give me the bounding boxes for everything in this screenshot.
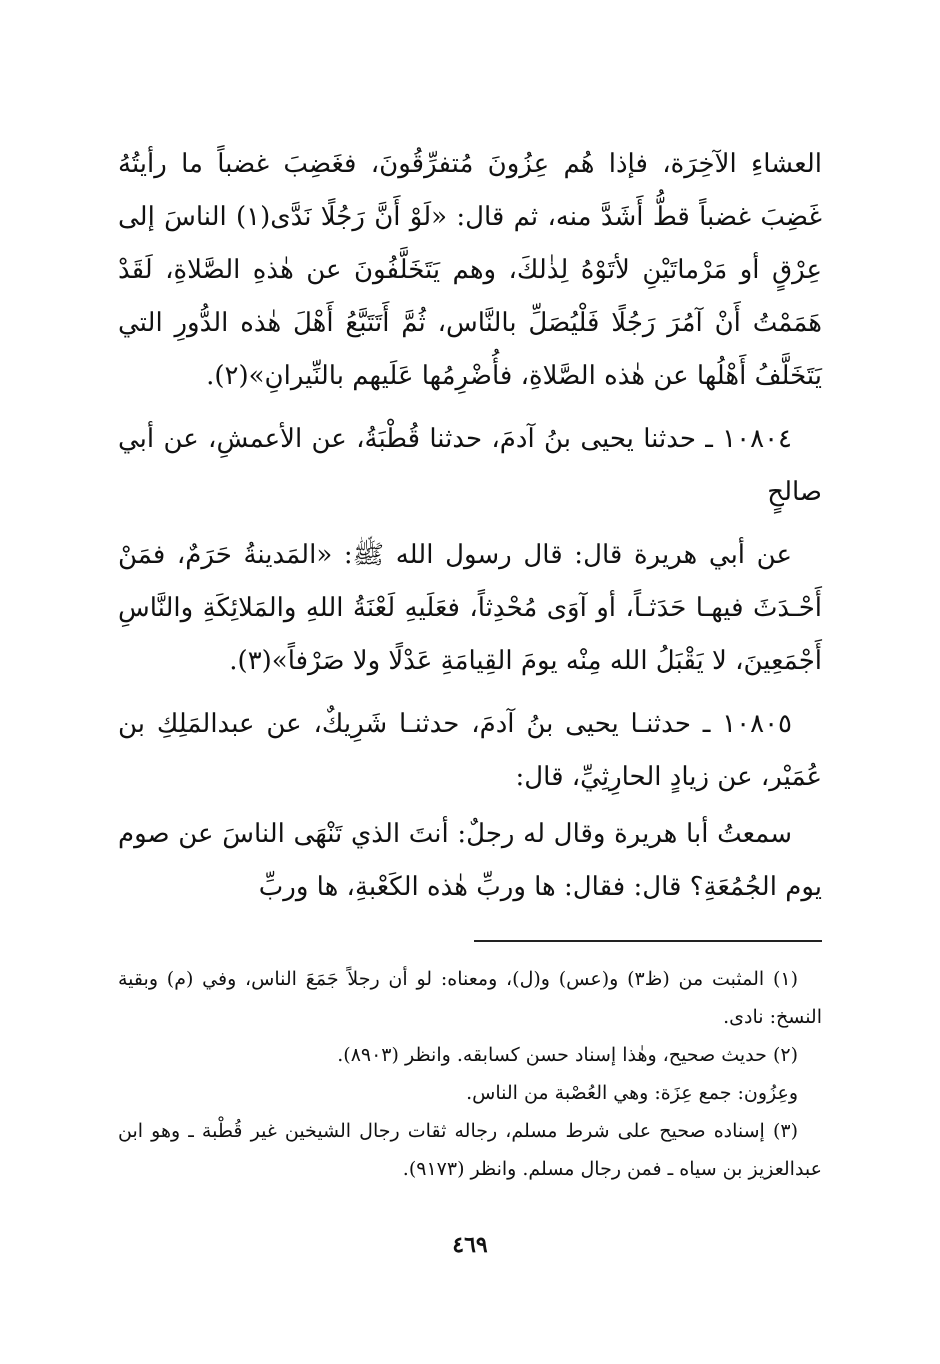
footnotes	[118, 960, 822, 1188]
page-number: ٤٦٩	[452, 1232, 488, 1258]
hadith-10805-isnad: ١٠٨٠٥ ـ حدثنـا يحيى بنُ آدمَ، حدثنـا شَرِيكٌ، عن عبدالمَلِكِ بن عُمَيْر، عن زيادٍ الحارِثِيِّ، قال:	[118, 709, 822, 792]
book-page	[118, 138, 822, 1188]
footnote-divider	[474, 940, 822, 942]
footnote-3: (٣) إسناده صحيح على شرط مسلم، رجاله ثقات رجال الشيخين غير قُطْبة ـ وهو ابن عبدالعزيز بن سياه ـ فمن رجال مسلم. وانظر (٩١٧٣).	[118, 1120, 822, 1180]
hadith-continuation-paragraph: العشاءِ الآخِرَة، فإذا هُم عِزُونَ مُتفرِّقُونَ، فغَضِبَ غضباً ما رأيتُهُ غَضِبَ غضباً قطُّ أَشَدَّ منه، ثم قال: «لَوْ أَنَّ رَجُلًا نَدَّى(١) الناسَ إلى عِرْقٍ أو مَرْماتَيْنِ لأتَوْهُ لِذٰلكَ، وهم يَتَخَلَّفُونَ عن هٰذهِ الصَّلاةِ، لَقَدْ هَمَمْتُ أَنْ آمُرَ رَجُلًا فَلْيُصَلِّ بالنَّاس، ثُمَّ أَتَتَبَّعُ أَهْلَ هٰذه الدُّورِ التي يَتَخَلَّفُ أَهْلُها عن هٰذه الصَّلاةِ، فأُضْرِمُها عَلَيهم بالنِّيرانِ»(٢).	[118, 149, 823, 391]
footnote-2: (٢) حديث صحيح، وهٰذا إسناد حسن كسابقه. وانظر (٨٩٠٣).	[337, 1044, 798, 1066]
main-text	[118, 138, 822, 914]
hadith-10804-isnad: ١٠٨٠٤ ـ حدثنا يحيى بنُ آدمَ، حدثنا قُطْبَةُ، عن الأعمشِ، عن أبي صالحٍ	[118, 424, 822, 507]
footnote-1: (١) المثبت من (ظ٣) و(عس) و(ل)، ومعناه: لو أن رجلاً جَمَعَ الناس، وفي (م) وبقية النسخ: نادى.	[118, 968, 822, 1028]
hadith-10805-matn: سمعتُ أبا هريرة وقال له رجلٌ: أنتَ الذي تَنْهَى الناسَ عن صوم يوم الجُمُعَةِ؟ قال: فقال: ها وربِّ هٰذه الكَعْبةِ، ها وربِّ	[118, 819, 822, 902]
footnote-2-note: وعِزُون: جمع عِزَة: وهي العُصْبة من الناس.	[466, 1082, 798, 1104]
hadith-10804-matn: عن أبي هريرة قال: قال رسول الله ﷺ: «المَدينةُ حَرَمٌ، فمَنْ أَحْـدَثَ فيهـا حَدَثـاً، أو آوَى مُحْدِثاً، فعَلَيهِ لَعْنَةُ اللهِ والمَلائِكَةِ والنَّاسِ أَجْمَعِينَ، لا يَقْبَلُ الله مِنْه يومَ القِيامَةِ عَدْلًا ولا صَرْفاً»(٣).	[118, 540, 822, 676]
